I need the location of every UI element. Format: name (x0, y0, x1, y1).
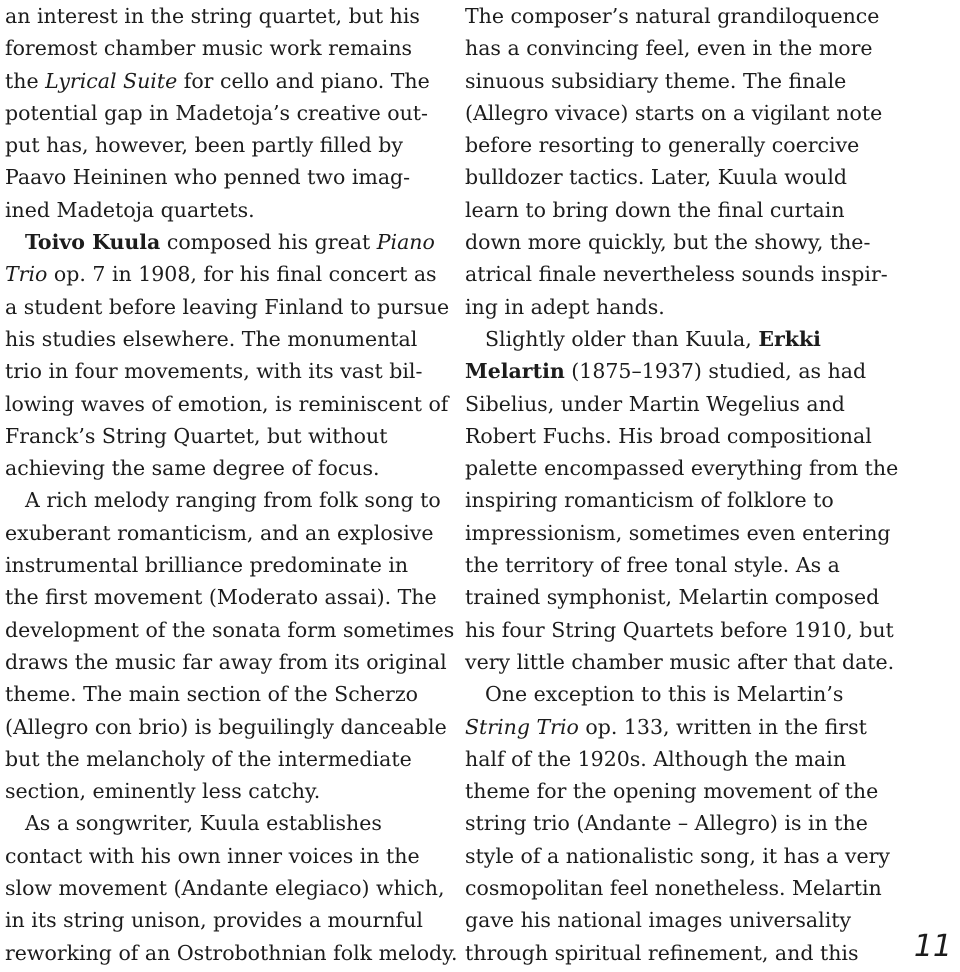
text-line (465, 581, 885, 613)
text-line (5, 549, 425, 581)
text-line (5, 97, 428, 129)
bold-name: Toivo Kuula (25, 230, 161, 255)
text-run: section, eminently less catchy. (5, 779, 321, 804)
text-line (465, 711, 885, 743)
text-line (465, 840, 890, 872)
text-line (465, 258, 888, 290)
text-line (465, 161, 885, 193)
text-line (465, 194, 885, 226)
text-run: One exception to this is Melartin’s (485, 682, 844, 707)
text-line (5, 872, 445, 904)
text-line (5, 258, 437, 290)
text-run: foremost chamber music work remains (5, 36, 413, 61)
italic-title: Trio (5, 262, 48, 287)
text-line (5, 678, 425, 710)
paragraph-start-line (5, 807, 425, 839)
text-run: theme for the opening movement of the (465, 779, 879, 804)
text-run: down more quickly, but the showy, the- (465, 230, 871, 255)
text-run: Slightly older than Kuula, (485, 326, 759, 351)
text-line (465, 32, 885, 64)
italic-title: String Trio (465, 714, 579, 739)
text-line (465, 420, 885, 452)
paragraph-start-line (5, 226, 435, 258)
text-run: (Allegro con brio) is beguilingly danceable (5, 714, 447, 739)
text-line (5, 904, 425, 936)
text-run: draws the music far away from its original (5, 649, 447, 674)
text-line (5, 711, 447, 743)
text-run: exuberant romanticism, and an explosive (5, 520, 434, 545)
italic-title: Piano (376, 230, 435, 255)
text-run: (1875–1937) studied, as had (564, 359, 867, 384)
text-run: style of a nationalistic song, it has a very (465, 843, 890, 868)
text-line (5, 65, 430, 97)
text-line (5, 161, 425, 193)
text-run: Franck’s String Quartet, but without (5, 423, 388, 448)
text-run: very little chamber music after that date. (465, 649, 895, 674)
text-run: the (5, 68, 46, 93)
text-line (5, 840, 425, 872)
right-text-column (465, 0, 899, 969)
text-run: a student before leaving Finland to pursue (5, 294, 450, 319)
text-line (465, 355, 885, 387)
text-run: Robert Fuchs. His broad compositional (465, 423, 872, 448)
text-run: through spiritual refinement, and this (465, 940, 859, 965)
page-number: 11 (913, 929, 952, 964)
text-run: op. 133, written in the first (578, 714, 867, 739)
text-line (5, 32, 425, 64)
text-run: A rich melody ranging from folk song to (25, 488, 441, 513)
text-run: cosmopolitan feel nonetheless. Melartin (465, 876, 882, 901)
text-run: palette encompassed everything from the (465, 456, 899, 481)
text-line (465, 937, 885, 969)
text-line (465, 549, 885, 581)
text-line (465, 226, 885, 258)
text-line (5, 743, 425, 775)
text-run: impressionism, sometimes even entering (465, 520, 891, 545)
text-line (5, 0, 425, 32)
text-run: sinuous subsidiary theme. The finale (465, 68, 847, 93)
text-line (5, 323, 425, 355)
text-line (465, 452, 899, 484)
text-run: ing in adept hands. (465, 294, 665, 319)
paragraph-start-line (5, 484, 441, 516)
text-line (465, 904, 885, 936)
text-line (465, 388, 885, 420)
text-line (5, 388, 449, 420)
bold-name: Erkki (758, 326, 821, 351)
text-line (465, 614, 894, 646)
text-line (465, 807, 885, 839)
text-run: achieving the same degree of focus. (5, 456, 380, 481)
text-line (465, 872, 885, 904)
text-line (5, 937, 458, 969)
text-line (465, 743, 885, 775)
text-run: development of the sonata form sometimes (5, 617, 455, 642)
text-run: has a convincing feel, even in the more (465, 36, 873, 61)
text-run: ined Madetoja quartets. (5, 197, 255, 222)
text-run: half of the 1920s. Although the main (465, 746, 847, 771)
text-run: composed his great (160, 230, 377, 255)
left-text-column (5, 0, 458, 969)
text-line (5, 775, 425, 807)
text-run: in its string unison, provides a mournful (5, 908, 423, 933)
text-line (5, 291, 450, 323)
text-run: As a songwriter, Kuula establishes (25, 811, 382, 836)
text-line (5, 452, 425, 484)
text-run: reworking of an Ostrobothnian folk melody. (5, 940, 458, 965)
text-run: atrical finale nevertheless sounds inspir- (465, 262, 888, 287)
text-run: theme. The main section of the Scherzo (5, 682, 418, 707)
text-run: The composer’s natural grandiloquence (465, 4, 880, 28)
text-line (5, 129, 425, 161)
text-run: trained symphonist, Melartin composed (465, 585, 880, 610)
text-line (465, 775, 885, 807)
text-run: Sibelius, under Martin Wegelius and (465, 391, 845, 416)
text-line (465, 65, 885, 97)
bold-name: Melartin (465, 359, 565, 384)
text-run: but the melancholy of the intermediate (5, 746, 412, 771)
text-run: op. 7 in 1908, for his final concert as (47, 262, 437, 287)
text-line (465, 97, 885, 129)
text-run: contact with his own inner voices in the (5, 843, 420, 868)
text-run: before resorting to generally coercive (465, 133, 860, 158)
text-line (5, 646, 447, 678)
text-line (5, 194, 425, 226)
text-run: the territory of free tonal style. As a (465, 553, 840, 578)
text-run: his studies elsewhere. The monumental (5, 326, 418, 351)
text-run: string trio (Andante – Allegro) is in the (465, 811, 868, 836)
text-line (465, 291, 885, 323)
text-run: his four String Quartets before 1910, but (465, 617, 894, 642)
text-run: trio in four movements, with its vast bil- (5, 359, 423, 384)
text-line (465, 517, 891, 549)
text-run: lowing waves of emotion, is reminiscent of (5, 391, 449, 416)
text-line (5, 517, 434, 549)
text-line (465, 0, 885, 32)
text-run: gave his national images universality (465, 908, 852, 933)
text-line (465, 484, 885, 516)
text-run: (Allegro vivace) starts on a vigilant note (465, 100, 883, 125)
text-line (5, 614, 455, 646)
text-run: for cello and piano. The (177, 68, 430, 93)
text-line (465, 646, 895, 678)
text-line (465, 129, 885, 161)
text-run: the first movement (Moderato assai). The (5, 585, 437, 610)
text-line (5, 581, 437, 613)
text-run: potential gap in Madetoja’s creative out- (5, 100, 428, 125)
text-run: Paavo Heininen who penned two imag- (5, 165, 411, 190)
text-run: put has, however, been partly filled by (5, 133, 403, 158)
italic-title: Lyrical Suite (45, 68, 178, 93)
paragraph-start-line (465, 323, 885, 355)
paragraph-start-line (465, 678, 885, 710)
text-run: slow movement (Andante elegiaco) which, (5, 876, 445, 901)
text-run: inspiring romanticism of folklore to (465, 488, 834, 513)
text-line (5, 355, 425, 387)
text-run: an interest in the string quartet, but his (5, 4, 420, 28)
text-line (5, 420, 425, 452)
text-run: learn to bring down the final curtain (465, 197, 845, 222)
text-run: instrumental brilliance predominate in (5, 553, 409, 578)
text-run: bulldozer tactics. Later, Kuula would (465, 165, 848, 190)
